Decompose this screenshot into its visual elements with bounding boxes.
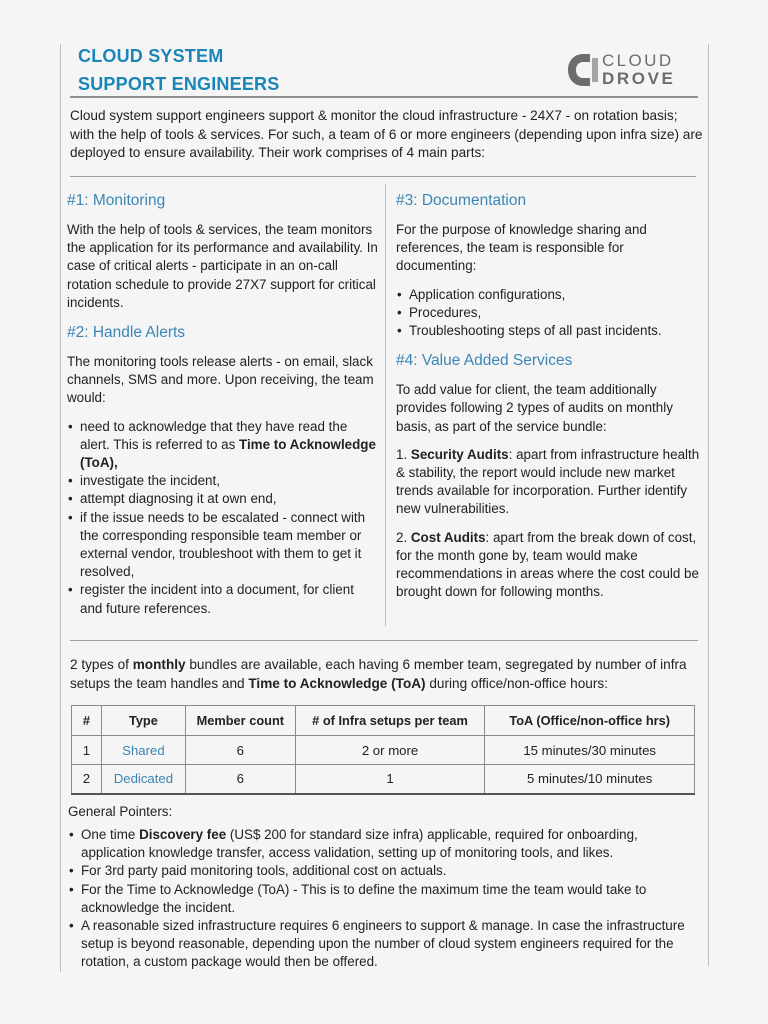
bundles-paragraph (70, 656, 704, 693)
bundles-bold-toa: Time to Acknowledge (ToA) (248, 675, 426, 691)
security-audits-desc: : apart from infrastructure health & stability, the report would include new market trends available for incorporation. Further identify new vulnerabilities. (396, 446, 700, 517)
cloud-logo-icon (566, 52, 600, 88)
value-added-text: To add value for client, the team additionally provides following 2 types of audits on monthly basis, as part of the service bundle: (396, 382, 673, 434)
list-item: • Troubleshooting steps of all past incidents. (396, 322, 700, 340)
bundles-text-2: bundles are available, each having 6 member team, segregated by number of infra setups the team handles and (70, 657, 687, 691)
right-column (396, 190, 700, 611)
list-item (67, 418, 379, 473)
toa-bold-text: Time to Acknowledge (ToA), (80, 436, 376, 471)
section-divider-top (70, 176, 696, 177)
table-cell: 1 (295, 765, 485, 794)
list-item: • attempt diagnosing it at own end, (67, 490, 379, 508)
table-cell: 1 (72, 736, 102, 765)
header-divider (70, 96, 698, 98)
list-item: • register the incident into a document, for client and future references. (67, 581, 379, 617)
page-title-line-1: CLOUD SYSTEM (78, 46, 224, 66)
table-cell: 6 (185, 765, 295, 794)
cost-audits-label: Cost Audits (410, 529, 486, 545)
handle-alerts-text: The monitoring tools release alerts - on email, slack channels, SMS and more. Upon receiving, the team would: (67, 354, 374, 406)
list-item-text: need to acknowledge that they have read the alert. This is referred to as (80, 418, 348, 452)
column-divider (385, 184, 386, 626)
logo-text (602, 52, 675, 88)
bundles-table (71, 705, 695, 795)
table-row (72, 765, 695, 794)
security-audits-label: Security Audits (410, 446, 509, 462)
general-pointers-title: General Pointers: (68, 804, 173, 819)
list-item (68, 826, 704, 862)
table-cell: 5 minutes/10 minutes (485, 765, 695, 794)
table-row (72, 736, 695, 765)
list-item: • Application configurations, (396, 286, 700, 304)
handle-alerts-heading: #2: Handle Alerts (67, 324, 186, 342)
bundles-text-3: during office/non-office hours: (425, 675, 608, 691)
list-item-text: One time (81, 827, 140, 842)
list-item: • A reasonable sized infrastructure requires 6 engineers to support & manage. In case the infrastructure setup is beyond reasonable, depending upon the number of cloud system engineers required for the rotation, a custom package would then be offered. (68, 917, 704, 972)
table-cell: 6 (185, 736, 295, 765)
table-header-number: # (72, 706, 102, 736)
documentation-list (396, 286, 700, 341)
logo-text-line-2: DROVE (602, 69, 676, 88)
monitoring-text: With the help of tools & services, the team monitors the application for its performance and availability. In case of critical alerts - participate in an on-call rotation schedule to provide 27X7 support for critical incidents. (67, 222, 378, 310)
table-header-member-count: Member count (185, 706, 295, 736)
left-margin-line (60, 44, 61, 972)
table-header-toa: ToA (Office/non-office hrs) (485, 706, 695, 736)
logo-text-line-1: CLOUD (602, 51, 674, 70)
intro-paragraph: Cloud system support engineers support & monitor the cloud infrastructure - 24X7 - on rotation basis; with the help of tools & services. For such, a team of 6 or more engineers (depending upon infra size) are deployed to ensure availability. Their work comprises of 4 main parts: (70, 108, 703, 160)
bundles-text-1: 2 types of (70, 657, 133, 672)
list-item: • investigate the incident, (67, 472, 379, 490)
left-column (67, 190, 379, 628)
list-item: • if the issue needs to be escalated - connect with the corresponding responsible team member or external vendor, troubleshoot with them to get it resolved, (67, 509, 379, 582)
security-audits-number: 1. (396, 446, 411, 462)
table-cell: 2 (72, 765, 102, 794)
list-item: • Procedures, (396, 304, 700, 322)
right-margin-line (708, 44, 709, 966)
page-title-line-2: SUPPORT ENGINEERS (78, 74, 280, 94)
bundles-bold-monthly: monthly (132, 657, 186, 672)
page-title (78, 42, 279, 98)
value-added-heading: #4: Value Added Services (396, 352, 573, 370)
documentation-heading: #3: Documentation (396, 192, 527, 209)
table-header-infra-setups: # of Infra setups per team (295, 706, 485, 736)
cost-audits-text (396, 529, 700, 602)
general-pointers-list (68, 826, 704, 972)
clouddrove-logo (566, 50, 686, 90)
handle-alerts-list (67, 418, 379, 618)
table-cell-type: Shared (101, 736, 185, 765)
list-item: • For 3rd party paid monitoring tools, additional cost on actuals. (68, 862, 704, 880)
security-audits-text (396, 446, 700, 519)
table-cell-type: Dedicated (101, 765, 185, 794)
documentation-text: For the purpose of knowledge sharing and references, the team is responsible for documenting: (396, 222, 647, 274)
discovery-fee-bold-text: Discovery fee (139, 827, 227, 842)
table-cell: 15 minutes/30 minutes (485, 736, 695, 765)
section-divider-bottom (70, 640, 698, 641)
table-cell: 2 or more (295, 736, 485, 765)
list-item: • For the Time to Acknowledge (ToA) - This is to define the maximum time the team would take to acknowledge the incident. (68, 881, 704, 917)
list-item-text: (US$ 200 for standard size infra) applicable, required for onboarding, application knowledge transfer, access validation, setting up of monitoring tools, and likes. (81, 827, 638, 861)
table-header-row (72, 706, 695, 736)
cost-audits-number: 2. (396, 529, 411, 545)
cost-audits-desc: : apart from the break down of cost, for the month gone by, team would make recommendations in areas where the cost could be brought down for following months. (396, 529, 699, 600)
table-header-type: Type (101, 706, 185, 736)
monitoring-heading: #1: Monitoring (67, 192, 166, 209)
